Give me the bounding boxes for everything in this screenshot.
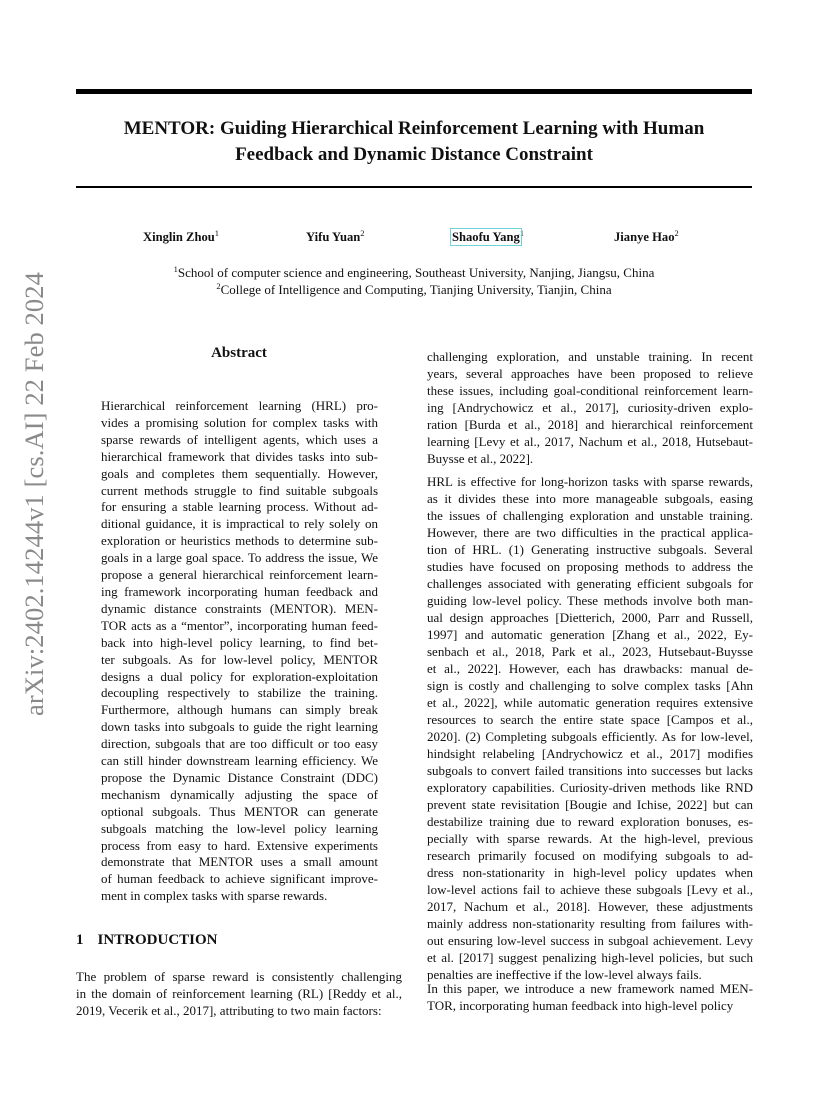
text-line: ment in complex tasks with sparse rewards. — [101, 888, 328, 904]
abstract-body — [101, 398, 378, 905]
text-line: ing framework incorporating human feedback and — [101, 583, 378, 599]
text-line: et al., 2022]. However, each has drawbacks: manual de- — [427, 661, 753, 676]
author-shaofu-yang — [452, 228, 524, 245]
right-column-paragraph-1 — [427, 348, 753, 467]
text-line: resources to search the entire state space [Campos et al., — [427, 712, 753, 727]
text-line: The problem of sparse reward is consistently challenging — [76, 969, 402, 984]
author-affil-mark: 2 — [360, 228, 365, 238]
text-line: ration [Burda et al., 2018] and hierarchical reinforcement — [427, 417, 753, 432]
text-line: dynamic distance constraints (MENTOR). MEN- — [101, 600, 378, 616]
title-line: MENTOR: Guiding Hierarchical Reinforcement Learning with Human — [123, 118, 705, 139]
text-line: challenging exploration, and unstable training. In recent — [427, 349, 753, 364]
text-line: research primarily focused on modifying subgoals to ad- — [427, 848, 753, 863]
text-line: exploration or heuristics methods to determine sub- — [101, 533, 378, 549]
text-line: for ensuring a stable learning process. Without ad- — [101, 499, 378, 515]
text-line: as it divides these into more manageable subgoals, easing — [427, 491, 753, 506]
text-line: senbach et al., 2018, Park et al., 2023, Hutsebaut-Buysse — [427, 644, 753, 659]
author-name: Yifu Yuan — [306, 230, 361, 244]
affil-mark: 2 — [216, 281, 221, 291]
text-line: process from easy to hard. Extensive experiments — [101, 837, 378, 853]
text-line: challenges associated with generating efficient subgoals for — [427, 576, 753, 591]
text-line: mainly address non-stationarity resulting from failures with- — [427, 916, 753, 931]
text-line: penalties are ineffective if the low-level always fails. — [427, 967, 702, 982]
right-column-paragraph-2 — [427, 473, 753, 983]
abstract-heading: Abstract — [211, 345, 267, 361]
text-line: vides a promising solution for complex tasks with — [101, 414, 378, 430]
author-name: Xinglin Zhou — [143, 230, 215, 244]
text-line: current methods struggle to find suitable subgoals — [101, 482, 378, 498]
title-top-rule — [76, 89, 752, 94]
text-line: Buysse et al., 2022]. — [427, 451, 534, 466]
text-line: tion of HRL. (1) Generating instructive subgoals. Several — [427, 542, 753, 557]
text-line: out ensuring low-level success in subgoal achievement. Levy — [427, 933, 753, 948]
title-bottom-rule — [76, 186, 752, 188]
author-jianye-hao — [614, 228, 679, 245]
text-line: of human feedback to achieve significant improve- — [101, 871, 378, 887]
text-line: in the domain of reinforcement learning (RL) [Reddy et al., — [76, 986, 402, 1001]
text-line: back into high-level policy learning, to find bet- — [101, 634, 378, 650]
text-line: guiding low-level policy. These methods involve both man- — [427, 593, 753, 608]
text-line: propose a general hierarchical reinforcement learn- — [101, 567, 378, 583]
text-line: these issues, including goal-conditional reinforcement learn- — [427, 383, 753, 398]
text-line: subgoals matching the low-level policy learning — [101, 820, 378, 836]
text-line: years, several approaches have been proposed to relieve — [427, 366, 753, 381]
text-line: exploratory capabilities. Curiosity-driven methods like RND — [427, 780, 753, 795]
text-line: ing [Andrychowicz et al., 2017], curiosity-driven explo- — [427, 400, 753, 415]
text-line: et al., 2022], while automatic generation requires extensive — [427, 695, 753, 710]
affil-text: College of Intelligence and Computing, Tianjing University, Tianjin, China — [220, 282, 612, 297]
text-line: However, there are two difficulties in the practical applica- — [427, 525, 753, 540]
text-line: prevent state revisitation [Bougie and Ichise, 2022] but can — [427, 797, 753, 812]
text-line: studies have focused on proposing methods to address the — [427, 559, 753, 574]
arxiv-identifier: arXiv:2402.14244v1 [cs.AI] 22 Feb 2024 — [19, 272, 49, 716]
text-line: mechanism dynamically adjusting the space of — [101, 786, 378, 802]
author-xinglin-zhou — [143, 228, 219, 245]
author-affil-mark: 1 — [519, 228, 525, 238]
text-line: demonstrate that MENTOR uses a small amount — [101, 854, 378, 870]
text-line: et al. [2017] suggest penalizing high-level policies, but such — [427, 950, 753, 965]
text-line: ual design approaches [Dietterich, 2000, Parr and Russell, — [427, 610, 753, 625]
paper-title — [76, 116, 752, 168]
section-heading — [76, 932, 218, 949]
text-line: low-level actions fail to achieve these subgoals [Levy et al., — [427, 882, 753, 897]
text-line: sign is costly and challenging to solve complex tasks [Ahn — [427, 678, 753, 693]
section-number: 1 — [76, 932, 84, 948]
right-column-paragraph-3 — [427, 980, 753, 1014]
arxiv-stamp — [16, 272, 52, 716]
text-line: ditional guidance, it is impractical to rely solely on — [101, 516, 378, 532]
author-yifu-yuan — [306, 228, 365, 245]
text-line: In this paper, we introduce a new framework named MEN- — [427, 981, 753, 996]
author-affil-mark: 1 — [214, 228, 219, 238]
text-line: Furthermore, although humans can simply break — [101, 702, 378, 718]
affiliation-2 — [76, 278, 752, 298]
text-line: goals and completes them sequentially. However, — [101, 465, 378, 481]
text-line: sparse rewards of intelligent agents, which uses a — [101, 431, 378, 447]
text-line: can still hinder downstream learning efficiency. We — [101, 753, 378, 769]
text-line: learning [Levy et al., 2017, Nachum et al., 2018, Hutsebaut- — [427, 434, 753, 449]
text-line: 2020]. (2) Completing subgoals efficiently. As for low-level, — [427, 729, 753, 744]
author-name-link[interactable]: Shaofu Yang — [452, 230, 520, 244]
text-line: optional subgoals. Thus MENTOR can generate — [101, 803, 378, 819]
text-line: propose the Dynamic Distance Constraint (DDC) — [101, 769, 378, 785]
text-line: 2019, Vecerik et al., 2017], attributing to two main factors: — [76, 1003, 382, 1018]
section-title: INTRODUCTION — [97, 932, 218, 948]
text-line: 1997] and automatic generation [Zhang et al., 2022, Ey- — [427, 627, 753, 642]
text-line: TOR, incorporating human feedback into high-level policy — [427, 998, 734, 1013]
text-line: Hierarchical reinforcement learning (HRL) pro- — [101, 398, 378, 413]
intro-paragraph — [76, 968, 402, 1019]
text-line: subgoals to convert failed transitions into successes but lacks — [427, 763, 753, 778]
text-line: direction, subgoals that are too difficult or too easy — [101, 736, 378, 752]
author-name: Jianye Hao — [614, 230, 675, 244]
text-line: pecially with sparse rewards. At the high-level, previous — [427, 831, 753, 846]
text-line: hierarchical framework that divides tasks into sub- — [101, 448, 378, 464]
text-line: ter subgoals. As for low-level policy, MENTOR — [101, 651, 378, 667]
text-line: destabilize training due to reward exploration bonuses, es- — [427, 814, 753, 829]
text-line: hindsight relabeling [Andrychowicz et al., 2017] modifies — [427, 746, 753, 761]
text-line: the issues of challenging exploration and unstable training. — [427, 508, 753, 523]
text-line: TOR acts as a “mentor”, incorporating human feed- — [101, 617, 378, 633]
title-line: Feedback and Dynamic Distance Constraint — [235, 144, 593, 165]
affil-mark: 1 — [173, 264, 178, 274]
text-line: HRL is effective for long-horizon tasks with sparse rewards, — [427, 474, 753, 489]
author-affil-mark: 2 — [674, 228, 679, 238]
affil-text: School of computer science and engineering, Southeast University, Nanjing, Jiangsu, China — [177, 265, 655, 280]
text-line: 2017, Nachum et al., 2018]. However, these adjustments — [427, 899, 753, 914]
text-line: designs a dual policy for exploration-exploitation — [101, 668, 378, 684]
text-line: goals in a large goal space. To address the issue, We — [101, 550, 378, 566]
text-line: dress non-stationarity in high-level policy updates when — [427, 865, 753, 880]
text-line: down tasks into subgoals to guide the right learning — [101, 719, 378, 735]
text-line: decoupling respectively to stabilize the training. — [101, 685, 378, 701]
